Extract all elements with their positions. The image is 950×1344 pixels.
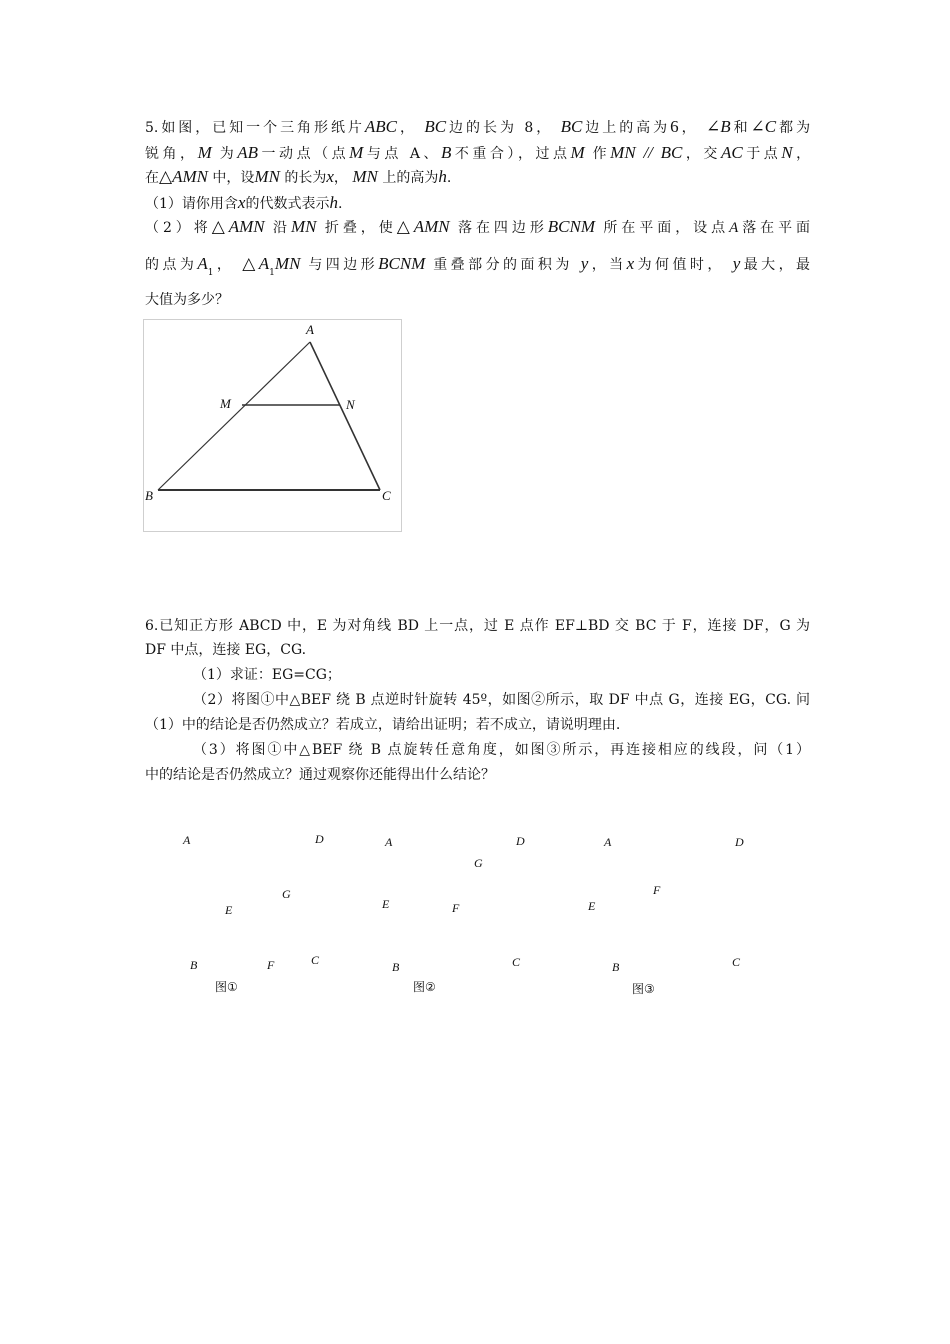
text: ， [792,146,811,162]
fig2-label-f: F [452,901,460,915]
text: （1）请你用含 [145,196,238,212]
math: M [197,143,212,162]
text: 重叠部分的面积为 [433,257,573,273]
text: ，交 [682,146,721,162]
text: . [337,196,343,212]
math: MN // BC [610,143,683,162]
fig1-label-d: D [315,832,324,846]
text: 不重合），过点 [451,146,571,162]
fig2-label-a: A [385,835,393,849]
text: ， [213,257,235,273]
math: x [626,254,635,273]
side-ac [310,342,380,490]
text: 作 [592,146,611,162]
text: 为 [219,146,238,162]
p6-question-2-line-1: （2）将图①中△BEF 绕 B 点逆时针旋转 45º，如图②所示，取 DF 中点 G，连接 EG，CG. 问 [193,692,810,708]
p5-line-1 [145,117,810,138]
fig2-label-b: B [392,960,400,974]
math: ∠C [750,117,777,136]
text: ， [678,120,699,136]
p6-question-1: （1）求证：EG=CG； [193,667,341,683]
text: 在 [145,170,159,186]
fig2-caption: 图② [413,980,436,994]
math: AC [720,143,743,162]
text: 与四边形 [308,257,379,273]
fig2-label-g: G [474,856,483,870]
fig3-label-b: B [612,960,620,974]
p6-line-1: 6.已知正方形 ABCD 中，E 为对角线 BD 上一点，过 E 点作 EF⊥BD 交 BC 于 F，连接 DF，G 为 [145,618,810,634]
text: 与点 A、 [363,146,441,162]
label-c: C [382,488,391,503]
math: BC [560,117,583,136]
subscript: 1 [207,268,214,278]
p5-line-2 [145,143,810,164]
math: M [349,143,364,162]
math: y [580,254,589,273]
fig3-label-c: C [732,955,741,969]
math: BCNM [547,217,596,236]
text: ，当 [588,257,627,273]
text: （2）将 [145,220,212,236]
fig3-label-a: A [604,835,612,849]
p6-question-3-line-2: 中的结论是否仍然成立？通过观察你还能得出什么结论？ [145,767,495,783]
label-m: M [220,396,231,411]
math: MN [274,254,301,273]
text: 都为 [776,120,811,136]
label-b: B [145,488,153,503]
text: 落在平面 [738,220,811,236]
text: 一动点（点 [258,146,350,162]
math: △AMN [211,217,265,236]
p6-question-3-line-1: （3）将图①中△BEF 绕 B 点旋转任意角度，如图③所示，再连接相应的线段，问（1） [193,742,810,758]
text: 所在平面，设点 [603,220,730,236]
text: 和 [730,120,751,136]
p6-question-2-line-2: （1）中的结论是否仍然成立？若成立，请给出证明；若不成立，请说明理由. [145,717,621,733]
fig3-label-f: F [653,883,661,897]
math: BCNM [378,254,426,273]
text: 落在四边形 [458,220,548,236]
fig1-label-c: C [311,953,320,967]
math: B [440,143,452,162]
fig1-label-b: B [190,958,198,972]
fig2-label-c: C [512,955,521,969]
text: 最大，最 [740,257,811,273]
text: 沿 [273,220,291,236]
math: △A [242,254,270,273]
p6-line-2: DF 中点，连接 EG，CG. [145,642,307,658]
fig1-label-f: F [267,958,275,972]
label-n: N [346,397,355,412]
text: ， [333,170,348,186]
text: 于点 [742,146,782,162]
math: ABC [364,117,397,136]
text: 的代数式表示 [245,196,330,212]
math: x [326,167,334,186]
math: MN [254,167,280,186]
subscript: 1 [269,268,275,278]
fig2-label-d: D [516,834,525,848]
fig1-label-a: A [183,833,191,847]
text: ， [397,120,417,136]
fig3-label-d: D [735,835,744,849]
text: 中，设 [212,170,255,186]
p5-question-1 [145,193,810,214]
triangle-figure [143,319,402,532]
math: △AMN [396,217,450,236]
text: . [446,170,452,186]
fig2-label-e: E [382,897,390,911]
triangle-drawing [144,320,403,533]
fig1-caption: 图① [215,980,238,994]
math: h [438,167,447,186]
text: 折叠，使 [324,220,397,236]
text: 的长为 [284,170,327,186]
fig3-label-e: E [588,899,596,913]
p5-question-2-line-3: 大值为多少？ [145,292,229,308]
fig1-label-g: G [282,887,291,901]
math: MN [352,167,378,186]
p5-question-2-line-2 [145,254,810,283]
text: 边上的高为 [582,120,671,136]
math: A [729,220,739,236]
fig3-caption: 图③ [632,982,655,996]
text: 上的高为 [382,170,439,186]
math: △AMN [159,167,208,186]
label-a: A [306,322,314,337]
p5-question-2-line-1 [145,217,810,238]
math: BC [424,117,447,136]
math: 6 [670,117,679,136]
math: h [329,193,338,212]
text: 为何值时， [634,257,725,273]
side-ab [158,342,310,490]
text: 的点为 [145,257,198,273]
math: A [197,254,208,273]
text: 5.如图，已知一个三角形纸片 [145,120,365,136]
math: AB [237,143,259,162]
p5-line-3 [145,167,810,188]
text: 锐角， [145,146,198,162]
text: 边的长为 8， [446,120,554,136]
math: N [781,143,793,162]
math: y [732,254,741,273]
math: ∠B [705,117,731,136]
math: MN [291,217,317,236]
math: x [237,193,246,212]
fig1-label-e: E [225,903,233,917]
math: M [570,143,585,162]
